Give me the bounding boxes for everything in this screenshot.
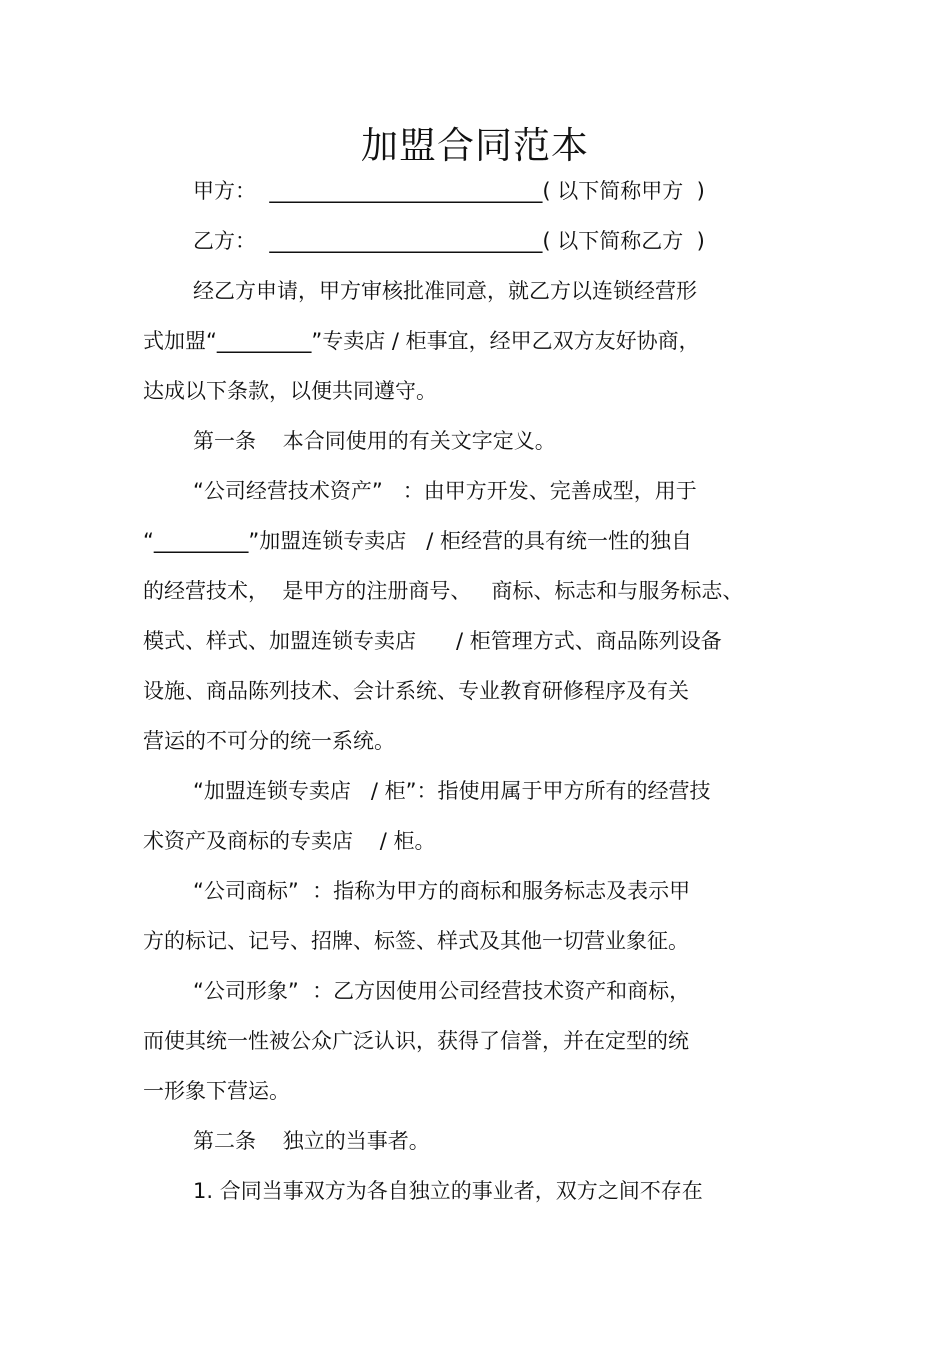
paragraph-line: “公司经营技术资产” ：由甲方开发、完善成型，用于 (193, 479, 697, 503)
paragraph-line: 模式、样式、加盟连锁专卖店 / 柜管理方式、商品陈列设备 (143, 629, 722, 653)
paragraph-line: 一形象下营运。 (143, 1079, 290, 1103)
paragraph-line: 的经营技术， 是甲方的注册商号、 商标、标志和与服务标志、 (143, 579, 744, 603)
paragraph-line: “公司商标” ：指称为甲方的商标和服务标志及表示甲 (193, 879, 691, 903)
article-heading: 第二条 独立的当事者。 (193, 1129, 430, 1153)
paragraph-line: 设施、商品陈列技术、会计系统、专业教育研修程序及有关 (143, 679, 689, 703)
paragraph-line: “_________”加盟连锁专卖店 / 柜经营的具有统一性的独自 (143, 529, 693, 553)
paragraph-line: 而使其统一性被公众广泛认识，获得了信誉，并在定型的统 (143, 1029, 689, 1053)
party-a-line: 甲方： __________________________( 以下简称甲方 ) (193, 179, 705, 203)
paragraph-line: 经乙方申请，甲方审核批准同意，就乙方以连锁经营形 (193, 279, 697, 303)
paragraph-line: 达成以下条款，以便共同遵守。 (143, 379, 437, 403)
paragraph-line: “加盟连锁专卖店 / 柜”：指使用属于甲方所有的经营技 (193, 779, 711, 803)
paragraph-line: “公司形象” ：乙方因使用公司经营技术资产和商标， (193, 979, 691, 1003)
party-b-line: 乙方： __________________________( 以下简称乙方 ) (193, 229, 705, 253)
paragraph-line: 1. 合同当事双方为各自独立的事业者，双方之间不存在 (193, 1179, 703, 1203)
paragraph-line: 营运的不可分的统一系统。 (143, 729, 395, 753)
paragraph-line: 术资产及商标的专卖店 / 柜。 (143, 829, 436, 853)
document-title: 加盟合同范本 (361, 124, 589, 167)
paragraph-line: 式加盟“_________”专卖店 / 柜事宜，经甲乙双方友好协商， (143, 329, 700, 353)
article-heading: 第一条 本合同使用的有关文字定义。 (193, 429, 556, 453)
paragraph-line: 方的标记、记号、招牌、标签、样式及其他一切营业象征。 (143, 929, 689, 953)
